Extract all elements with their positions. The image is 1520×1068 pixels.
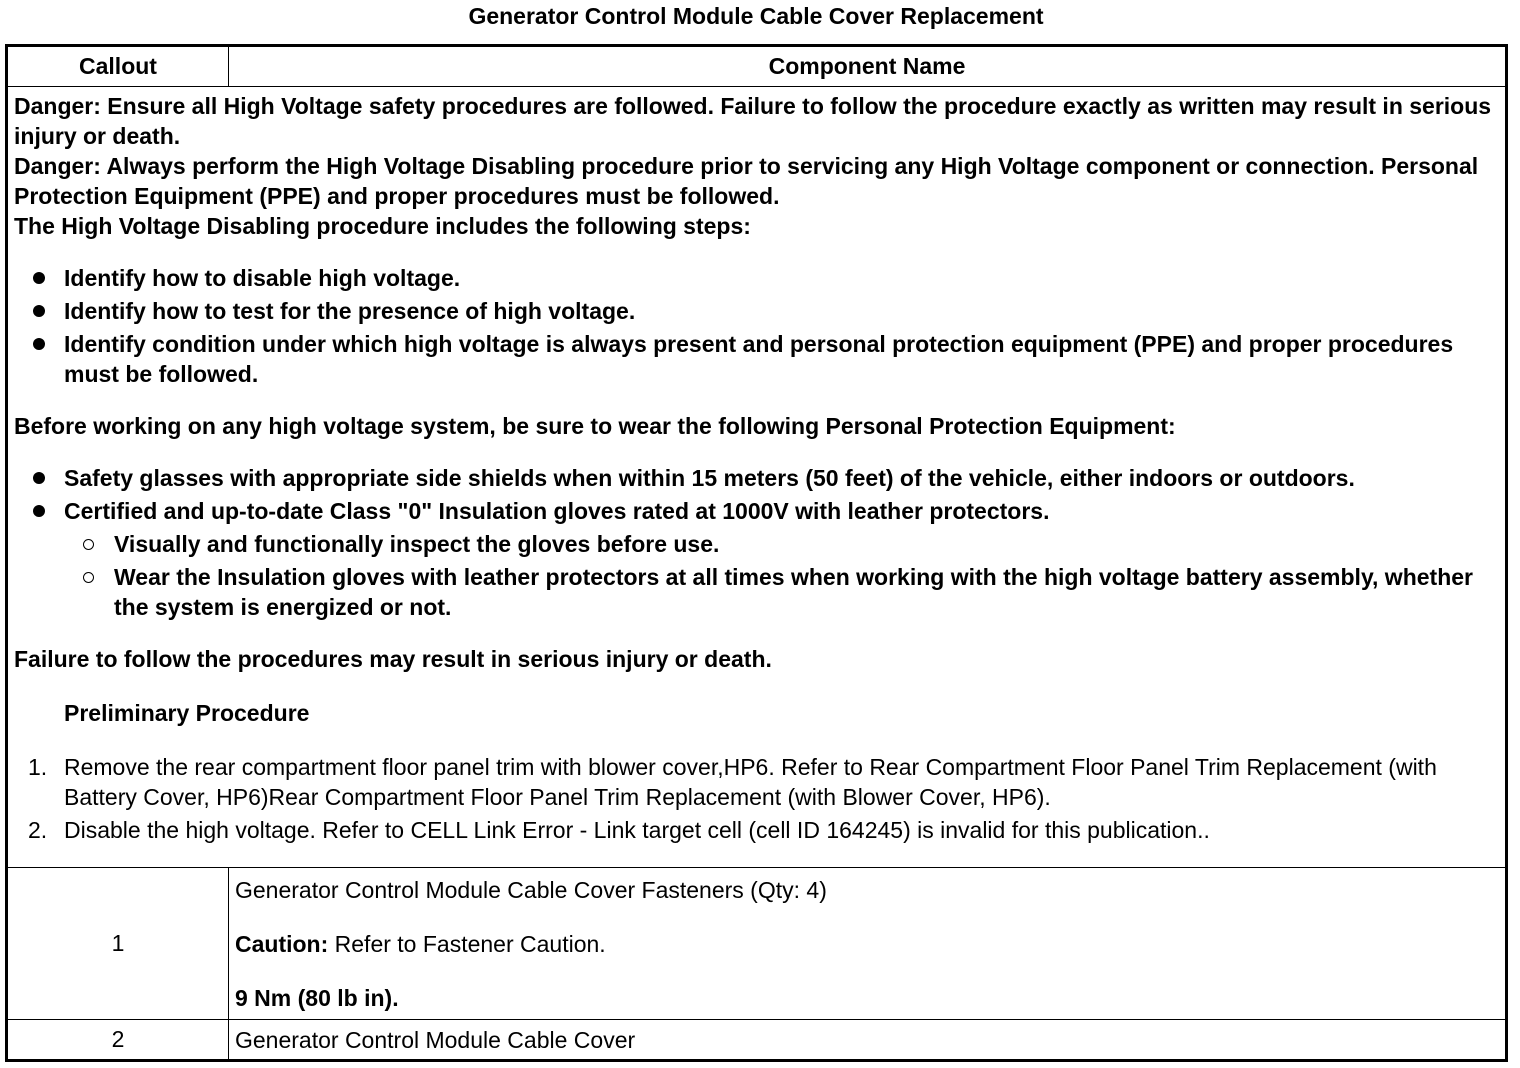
list-item: Identify how to disable high voltage. bbox=[14, 263, 1499, 293]
callout-header: Callout bbox=[7, 46, 229, 87]
bullet-icon bbox=[33, 305, 45, 317]
step-text: Disable the high voltage. Refer to CELL Link Error - Link target cell (cell ID 164245) is invalid for this publication.. bbox=[64, 817, 1210, 843]
hollow-bullet-icon bbox=[83, 539, 94, 550]
warning-row bbox=[7, 87, 1507, 868]
component-name-header: Component Name bbox=[229, 46, 1507, 87]
callout-number: 2 bbox=[7, 1020, 229, 1061]
danger-notice-2: Danger: Always perform the High Voltage Disabling procedure prior to servicing any High Voltage component or connection. Personal Protection Equipment (PPE) and proper procedures must be followed. bbox=[14, 153, 1479, 209]
table-header-row bbox=[7, 46, 1507, 87]
hollow-bullet-icon bbox=[83, 572, 94, 583]
glove-subitems-list bbox=[64, 529, 1499, 622]
bullet-icon bbox=[33, 472, 45, 484]
caution-label: Caution: bbox=[235, 930, 329, 957]
step-number: 2. bbox=[28, 817, 48, 843]
bullet-icon bbox=[33, 338, 45, 350]
preliminary-steps-list bbox=[14, 752, 1499, 852]
danger-notice-1: Danger: Ensure all High Voltage safety procedures are followed. Failure to follow the procedure exactly as written may result in serious injury or death. bbox=[14, 93, 1492, 149]
list-item: Identify condition under which high voltage is always present and personal protection equipment (PPE) and proper procedures must be followed. bbox=[14, 329, 1499, 389]
torque-spec: 9 Nm (80 lb in). bbox=[235, 984, 399, 1011]
list-item bbox=[14, 752, 1499, 812]
list-item: Identify how to test for the presence of high voltage. bbox=[14, 296, 1499, 326]
disabling-steps-list bbox=[14, 263, 1499, 389]
disabling-intro: The High Voltage Disabling procedure includes the following steps: bbox=[14, 213, 751, 239]
table-row bbox=[7, 868, 1507, 1020]
list-item: Visually and functionally inspect the gloves before use. bbox=[64, 529, 1499, 559]
component-name: Generator Control Module Cable Cover bbox=[229, 1020, 1507, 1061]
list-item: Certified and up-to-date Class "0" Insulation gloves rated at 1000V with leather protectors. Visually and functionally inspect the gloves before use. Wear the Insulation gloves with leather protectors at all times when working with the high voltage battery assembly, whether the system is energized or not. bbox=[14, 496, 1499, 622]
caution-note bbox=[235, 929, 1499, 959]
safety-warning-cell bbox=[7, 87, 1507, 868]
preliminary-heading: Preliminary Procedure bbox=[64, 700, 310, 726]
procedure-table bbox=[5, 44, 1508, 1062]
ppe-intro: Before working on any high voltage system, be sure to wear the following Personal Protection Equipment: bbox=[14, 413, 1176, 439]
list-item: Safety glasses with appropriate side shields when within 15 meters (50 feet) of the vehicle, either indoors or outdoors. bbox=[14, 463, 1499, 493]
table-row bbox=[7, 1020, 1507, 1061]
component-cell bbox=[229, 868, 1507, 1020]
bullet-icon bbox=[33, 505, 45, 517]
component-name: Generator Control Module Cable Cover Fasteners (Qty: 4) bbox=[235, 876, 827, 903]
caution-text: Refer to Fastener Caution. bbox=[328, 930, 606, 957]
bullet-icon bbox=[33, 272, 45, 284]
step-text: Remove the rear compartment floor panel trim with blower cover,HP6. Refer to Rear Compartment Floor Panel Trim Replacement (with Battery Cover, HP6)Rear Compartment Floor Panel Trim Replacement (with Blower Cover, HP6). bbox=[64, 754, 1437, 810]
callout-number: 1 bbox=[7, 868, 229, 1020]
document-title: Generator Control Module Cable Cover Replacement bbox=[468, 3, 1044, 29]
failure-note: Failure to follow the procedures may result in serious injury or death. bbox=[14, 646, 772, 672]
list-item bbox=[14, 815, 1499, 845]
step-number: 1. bbox=[28, 754, 48, 780]
list-item: Wear the Insulation gloves with leather protectors at all times when working with the high voltage battery assembly, whether the system is energized or not. bbox=[64, 562, 1499, 622]
ppe-list bbox=[14, 463, 1499, 622]
